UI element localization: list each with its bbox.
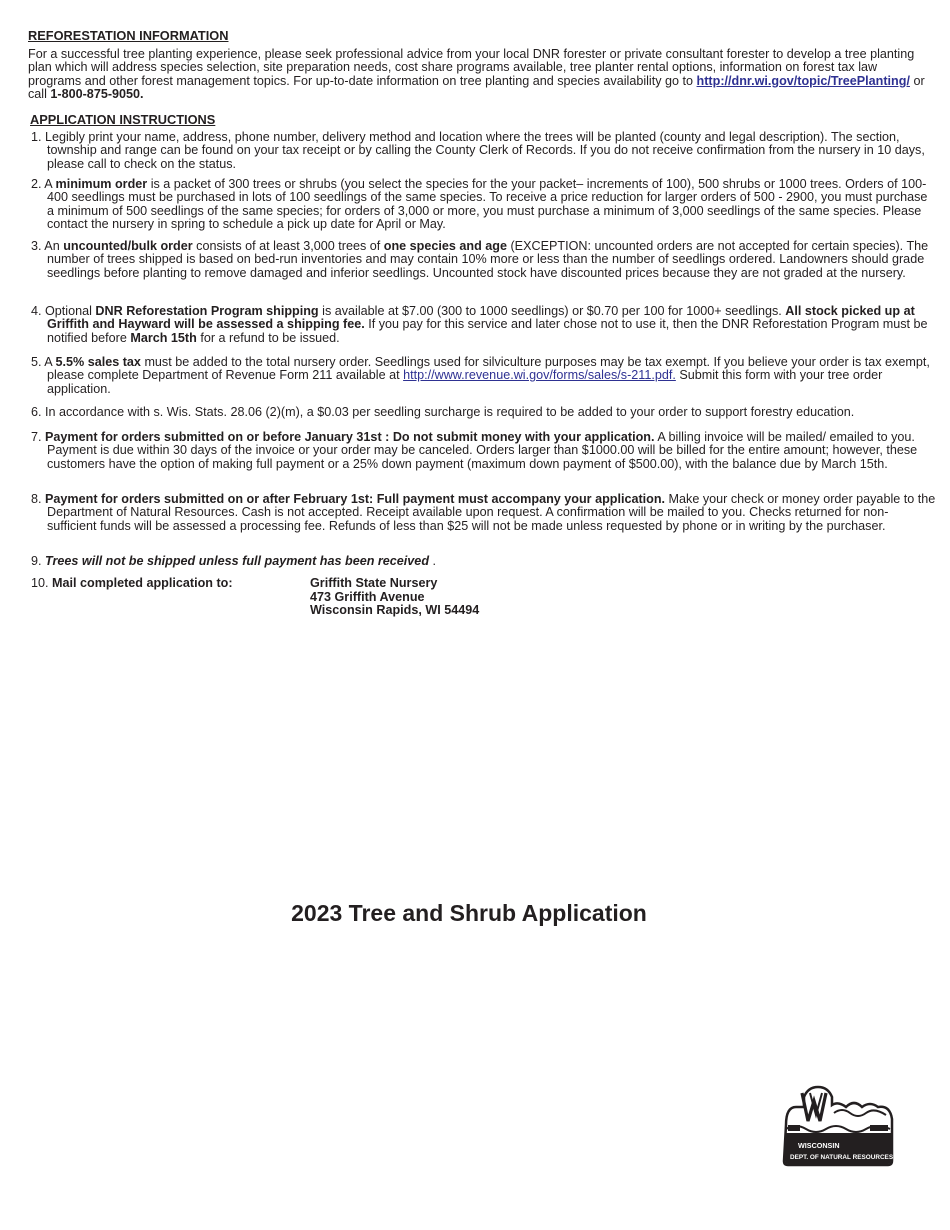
address-line-1: Griffith State Nursery (310, 576, 438, 590)
instruction-item-7 (31, 431, 937, 471)
item-10-bold: Mail completed application to: (52, 576, 233, 590)
item-9-prefix: 9. (31, 554, 42, 568)
item-4-prefix: 4. Optional (31, 304, 92, 318)
phone-number: 1-800-875-9050. (50, 87, 144, 102)
item-3-bold-1: uncounted/bulk order (63, 239, 193, 253)
instruction-item-4 (31, 305, 937, 345)
instruction-item-6 (31, 406, 937, 419)
item-8-rest: Make your check or money order payable to the Department of Natural Resources. Cash is not accepted. Receipt available upon request. A confirmation will be mailed to you. Checks returned for non-sufficient funds will be assessed a processing fee. Refunds of less than $25 will not be made unless requested by phone or in writing by the purchaser. (47, 492, 936, 533)
item-5-rest: Submit this form with your tree order application. (47, 368, 883, 396)
item-7-prefix: 7. (31, 430, 42, 444)
instructions-heading: APPLICATION INSTRUCTIONS (30, 112, 216, 127)
item-7-bold: Payment for orders submitted on or before January 31st : Do not submit money with your application. (45, 430, 655, 444)
item-2-prefix: 2. A (31, 177, 53, 191)
instruction-item-10 (31, 577, 307, 590)
tree-planting-link[interactable]: http://dnr.wi.gov/topic/TreePlanting/ (696, 73, 910, 88)
or-call-text: or call (28, 73, 925, 102)
item-3-prefix: 3. An (31, 239, 60, 253)
item-4-bold-2: All stock picked up at Griffith and Hayward will be assessed a shipping fee. (47, 304, 915, 332)
document-title: 2023 Tree and Shrub Application (291, 900, 647, 926)
item-8-bold: Payment for orders submitted on or after February 1st: Full payment must accompany your application. (45, 492, 666, 506)
item-8-prefix: 8. (31, 492, 42, 506)
item-7-rest: A billing invoice will be mailed/ emailed to you. Payment is due within 30 days of the invoice or your order may be canceled. Orders larger than $1000.00 will be billed for the entire amount; however, these customers have the option of making full payment or a 25% down payment (maximum down payment of $500.00), with the balance due by March 15th. (47, 430, 918, 471)
item-4-bold-1: DNR Reforestation Program shipping (95, 304, 319, 318)
logo-text-line-1: WISCONSIN (798, 1141, 840, 1150)
item-10-prefix: 10. (31, 576, 49, 590)
item-3-mid: consists of at least 3,000 trees of (196, 239, 381, 253)
item-4-mid-2: If you pay for this service and later chose not to use it, then the DNR Reforestation Program must be notified before (47, 317, 928, 345)
item-5-prefix: 5. A (31, 355, 53, 369)
instruction-item-8 (31, 493, 937, 533)
item-5-bold: 5.5% sales tax (55, 355, 141, 369)
item-3-rest: (EXCEPTION: uncounted orders are not accepted for certain species). The number of trees shipped is based on bed-run inventories and may contain 10% more or less than the number of seedlings ordered. Landowners should grade seedlings before planting to remove damaged and inferior seedlings. Uncounted stock have discounted prices because they are not graded at the nursery. (47, 239, 929, 280)
item-3-bold-2: one species and age (383, 239, 507, 253)
mailing-address (310, 577, 479, 618)
item-2-rest: is a packet of 300 trees or shrubs (you select the species for the your packet– increments of 100), 500 shrubs or 1000 trees. Orders of 100-400 seedlings must be purchased in lots of 100 seedlings of the same species. To receive a price reduction for larger orders of 500 - 2900, you must purchase a minimum of 500 seedlings of the same species; for orders of 3,000 or more, you must purchase a minimum of 3,000 seedlings of the same species. Please contact the nursery in spring to schedule a pick up date for April or May. (47, 177, 928, 232)
instruction-item-2 (31, 178, 937, 232)
item-4-rest: for a refund to be issued. (200, 330, 340, 345)
item-5-mid: must be added to the total nursery order. Seedlings used for silviculture purposes may be tax exempt. If you believe your order is tax exempt, please complete Department of Revenue Form 211 available at (47, 355, 930, 383)
item-1-text: 1. Legibly print your name, address, phone number, delivery method and location where the trees will be planted (county and legal description). The section, township and range can be found on your tax receipt or by calling the County Clerk of Records. If you do not receive confirmation from the nursery in 10 days, please call to check on the status. (31, 130, 925, 171)
wisconsin-dnr-logo (782, 1085, 894, 1167)
item-9-bold-italic: Trees will not be shipped unless full payment has been received (45, 554, 430, 568)
item-6-text: 6. In accordance with s. Wis. Stats. 28.06 (2)(m), a $0.03 per seedling surcharge is required to be added to your order to support forestry education. (31, 405, 855, 419)
logo-text-line-2: DEPT. OF NATURAL RESOURCES (790, 1154, 894, 1161)
item-4-bold-3: March 15th (130, 330, 197, 345)
address-line-2: 473 Griffith Avenue (310, 589, 425, 604)
address-line-3: Wisconsin Rapids, WI 54494 (310, 603, 480, 618)
reforestation-body: For a successful tree planting experience, please seek professional advice from your local DNR forester or private consultant forester to develop a tree planting plan which will address species selection, site preparation needs, cost share programs available, tree planter rental options, information on forest tax law programs and other forest management topics. For up-to-date information on tree planting and species availability go to (28, 47, 915, 88)
instruction-item-1 (31, 131, 937, 171)
instruction-item-9 (31, 555, 937, 568)
item-4-mid: is available at $7.00 (300 to 1000 seedlings) or $0.70 per 100 for 1000+ seedlings. (322, 304, 782, 318)
instruction-item-5 (31, 356, 937, 396)
revenue-form-link[interactable]: http://www.revenue.wi.gov/forms/sales/s-211.pdf. (403, 368, 676, 383)
reforestation-paragraph (28, 48, 928, 102)
instruction-item-3 (31, 240, 937, 280)
item-2-bold: minimum order (55, 177, 148, 191)
item-9-suffix: . (432, 554, 437, 568)
reforestation-heading: REFORESTATION INFORMATION (28, 28, 229, 43)
